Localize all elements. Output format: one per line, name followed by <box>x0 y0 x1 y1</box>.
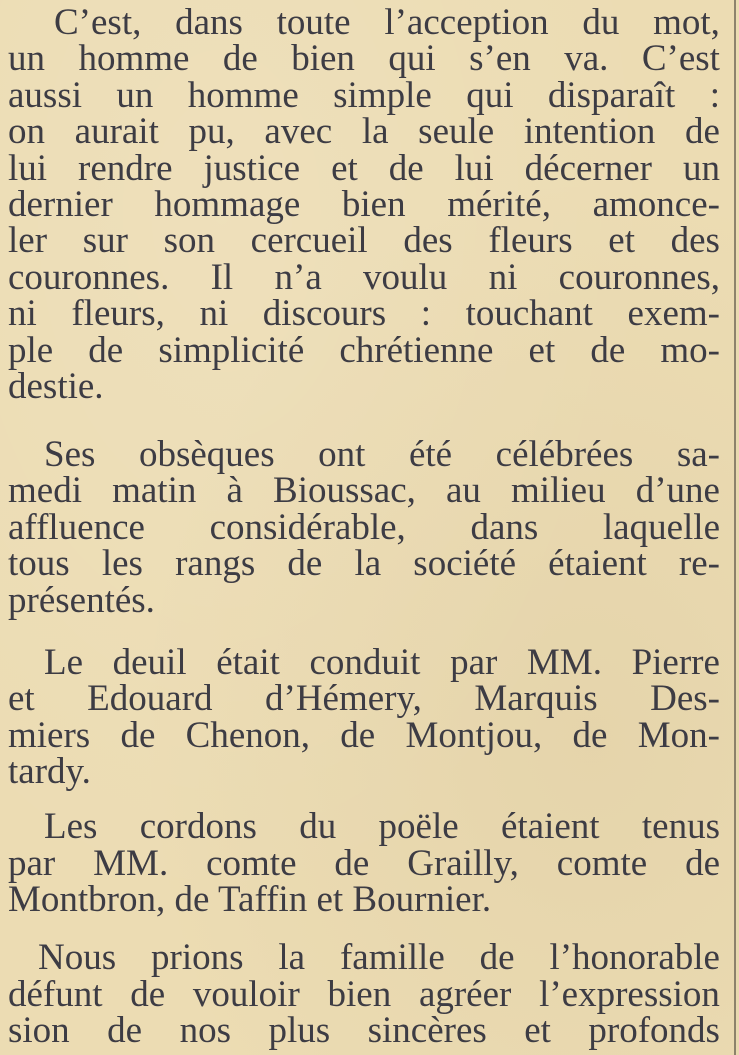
text-line: tous les rangs de la société étaient re- <box>8 543 720 584</box>
text-line: Montbron, de Taffin et Bournier. <box>8 879 492 920</box>
text-line: medi matin à Bioussac, au milieu d’une <box>8 470 720 511</box>
text-line: miers de Chenon, de Montjou, de Mon- <box>8 715 720 756</box>
text-line: Ses obsèques ont été célébrées sa- <box>44 434 720 475</box>
text-line: Nous prions la famille de l’honorable <box>38 937 720 978</box>
text-line: et Edouard d’Hémery, Marquis Des- <box>8 678 720 719</box>
text-line: lui rendre justice et de lui décerner un <box>8 148 720 189</box>
text-line: Les cordons du poële étaient tenus <box>44 806 720 847</box>
column-rule <box>734 0 736 1055</box>
text-line: C’est, dans toute l’acception du mot, <box>54 2 720 43</box>
text-line: Le deuil était conduit par MM. Pierre <box>44 642 720 683</box>
text-line: couronnes. Il n’a voulu ni couronnes, <box>8 257 720 298</box>
text-line: ple de simplicité chrétienne et de mo- <box>8 330 720 371</box>
text-line: un homme de bien qui s’en va. C’est <box>8 38 720 79</box>
text-line: présentés. <box>8 580 155 621</box>
text-line: on aurait pu, avec la seule intention de <box>8 111 720 152</box>
text-line: ni fleurs, ni discours : touchant exem- <box>8 293 720 334</box>
text-line: défunt de vouloir bien agréer l’expression <box>8 974 720 1015</box>
text-line: affluence considérable, dans laquelle <box>8 507 720 548</box>
text-line: destie. <box>8 366 104 407</box>
text-line: tardy. <box>8 751 91 792</box>
text-line: par MM. comte de Grailly, comte de <box>8 843 720 884</box>
text-line: ler sur son cercueil des fleurs et des <box>8 220 720 261</box>
text-line: sion de nos plus sincères et profonds <box>8 1010 720 1051</box>
text-line: dernier hommage bien mérité, amonce- <box>8 184 720 225</box>
text-line: aussi un homme simple qui disparaît : <box>8 75 720 116</box>
